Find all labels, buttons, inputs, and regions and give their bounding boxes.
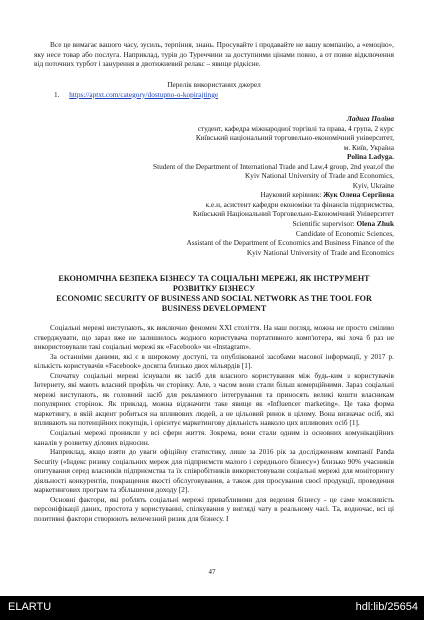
reference-link[interactable]: https://aptxt.com/category/dostupno-o-kopirajtinge [69,89,219,99]
supervisor-name-en: Olena Zhuk [356,219,394,229]
reference-item [34,90,394,100]
author-university-en: Kyiv National University of Trade and Economics, [245,171,394,181]
body-paragraph: Соціальні мережі проникли у всі сфери життя. Зокрема, вони стали одним із основних комунікаційних каналів у розвитку ділових відносин. [34,428,394,447]
body-paragraph: Спочатку соціальні мережі існували як засіб для власного користування між будь-ким з користувачів Інтернету, які мають власний профіль чи сторінку. Але, з часом вони стали більш комерційними. Зараз соціальні мережі виступають, як головний засіб для рекламного інтегрування та приносять великі кошти власникам популярних сторінок. Як приклад, можна відзначити таке явище як «Influencer marketing». Це така форма маркетингу, в якій акцент робиться на впливових людей, а не цільовий ринок в цілому. Вона визначає осіб, які впливають на потенційних покупців, і орієнтує маркетингову діяльність навколо цих впливових осіб [1]. [34,370,394,428]
article-body [34,323,394,523]
author-affiliation-en: Student of the Department of International Trade and Law,4 group, 2nd year,of the [153,161,394,171]
body-paragraph: Наприклад, якщо взяти до уваги офіційну статистику, лише за 2016 рік за дослідженням компанії Panda Security («Індекс ризику соціальних мереж для підприємств малого і середнього бізнесу») близько 90% учасників опитування серед власників підприємства та їх співробітників використовували соціальні мережі для моніторингу діяльності конкурентів, покращення якості обслуговування, а також для просування своєї продукції, проведення маркетингових програм та збільшення доходу [2]. [34,447,394,495]
reference-number: 1. [54,89,60,99]
handle-identifier: hdl:lib/25654 [355,601,418,613]
repository-name: ELARTU [8,601,52,613]
supervisor-en [34,219,394,229]
article-title [34,274,394,314]
title-en-line-1: ECONOMIC SECURITY OF BUSINESS AND SOCIAL NETWORK AS THE TOOL FOR [56,294,372,303]
supervisor-label-ua: Науковий керівник: [260,190,324,200]
body-paragraph: Основні фактори, які роблять соціальні мережі привабливими для ведення бізнесу - це саме можливість персоніфікації даних, простота у користуванні, спілкування у вигляді чату в реальному часі. Та, водночас, всі ці позитивні фактори створюють величезний ризик для бізнесу. І [34,494,394,523]
references-heading: Перелік використаних джерел [167,80,261,89]
supervisor-title-ua: к.е.н, асистент кафедри економіки та фінансів підприємства, [205,199,394,209]
title-ua-line-2: РОЗВИТКУ БІЗНЕСУ [172,284,256,293]
footer-bar [0,596,424,620]
author-city-ua: м. Київ, Україна [343,142,394,152]
page-number: 47 [208,568,216,576]
supervisor-label-en: Scientific supervisor: [292,219,357,229]
body-paragraph: За останніми даними, які є в широкому доступі, та опублікованої засобами масової інформації, у 2017 р. кількість користувачів «Facebook» досягла близько двох мільярдів [1]. [34,351,394,371]
title-en-line-2: BUSINESS DEVELOPMENT [161,304,267,313]
author-affiliation-ua: студент, кафедра міжнародної торгівлі та права, 4 група, 2 курс [197,123,394,133]
intro-paragraph: Все це вимагає вашого часу, зусиль, терпіння, знань. Просувайте і продавайте не вашу компанію, а «емоцію», яку несе товар або послуга. Наприклад, турів до Туреччини за доступними цінами повно, а от повне відключення від поточних турбот і занурення в двотижневий релакс – явище рідкісне. [34,40,394,69]
references-section [34,80,394,99]
supervisor-ua [34,190,394,200]
author-name-en: Polina Ladyga. [346,152,394,162]
intro-section [34,40,394,69]
author-block [34,114,394,257]
supervisor-degree-en: Candidate of Economic Sciences, [295,228,394,238]
supervisor-university-en: Kyiv National University of Trade and Economics [246,247,394,257]
supervisor-university-ua: Київський Національний Торговельно-Економічний Університет [192,209,394,219]
author-name-ua: Ладига Поліна [346,114,394,123]
supervisor-name-ua: Жук Олена Сергіївна [323,190,394,200]
author-university-ua: Київський національний торговельно-економічний університет, [195,133,394,143]
author-city-en: Kyiv, Ukraine [352,180,394,190]
supervisor-position-en: Assistant of the Department of Economics and Business Finance of the [186,238,394,248]
body-paragraph: Соціальні мережі виступають, як виключно феномен ХХІ століття. На наш погляд, можна не просто сміливо стверджувати, що зараз вже не залишилось жодного користувача портативного комп'ютера, які хоча б раз не використовували такі соціальні мережі як «Facebook» чи «Instagram». [34,323,394,352]
title-ua-line-1: ЕКОНОМІЧНА БЕЗПЕКА БІЗНЕСУ ТА СОЦІАЛЬНІ МЕРЕЖІ, ЯК ІНСТРУМЕНТ [58,274,370,283]
